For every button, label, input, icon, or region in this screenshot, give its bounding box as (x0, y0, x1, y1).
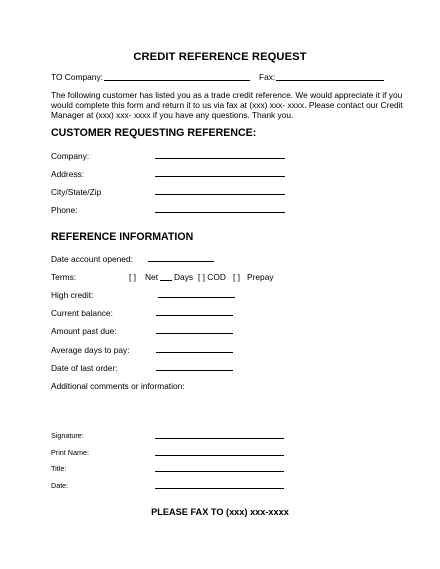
print-name-label: Print Name: (51, 448, 89, 457)
reference-section-heading: REFERENCE INFORMATION (51, 231, 194, 243)
current-balance-field[interactable] (156, 315, 233, 316)
current-balance-label: Current balance: (51, 308, 113, 318)
terms-days-label: Days (174, 272, 194, 282)
company-label: Company: (51, 151, 90, 161)
terms-prepay-label: Prepay (247, 272, 274, 282)
intro-line-3: Manager at (xxx) xxx- xxxx if you have any questions. Thank you. (51, 110, 294, 120)
terms-label: Terms: (51, 272, 77, 282)
terms-net-checkbox[interactable]: [ ] (129, 272, 136, 282)
intro-line-1: The following customer has listed you as a trade credit reference. We would appreciate it if you (51, 90, 403, 100)
company-field[interactable] (155, 158, 285, 159)
date-field[interactable] (155, 488, 284, 489)
signature-label: Signature: (51, 431, 84, 440)
city-state-zip-field[interactable] (155, 194, 285, 195)
page-title: CREDIT REFERENCE REQUEST (133, 51, 307, 63)
title-field[interactable] (155, 471, 284, 472)
print-name-field[interactable] (155, 455, 284, 456)
customer-section-heading: CUSTOMER REQUESTING REFERENCE: (51, 127, 257, 139)
address-label: Address: (51, 169, 85, 179)
high-credit-field[interactable] (158, 297, 235, 298)
terms-net-days-field[interactable] (160, 280, 172, 281)
to-company-field[interactable] (104, 80, 250, 81)
title-label: Title: (51, 464, 67, 473)
average-days-field[interactable] (156, 352, 233, 353)
terms-net-label: Net (145, 272, 159, 282)
date-opened-field[interactable] (148, 261, 214, 262)
amount-past-due-label: Amount past due: (51, 326, 117, 336)
fax-field[interactable] (276, 80, 384, 81)
signature-field[interactable] (155, 438, 284, 439)
fax-footer: PLEASE FAX TO (xxx) xxx-xxxx (151, 507, 289, 517)
amount-past-due-field[interactable] (156, 333, 233, 334)
date-opened-label: Date account opened: (51, 254, 133, 264)
fax-label: Fax: (259, 72, 276, 82)
last-order-field[interactable] (156, 370, 233, 371)
average-days-label: Average days to pay: (51, 345, 130, 355)
date-label: Date: (51, 481, 69, 490)
terms-cod-option[interactable]: [ ] COD (198, 272, 226, 282)
phone-label: Phone: (51, 205, 78, 215)
last-order-label: Date of last order: (51, 363, 118, 373)
intro-line-2: would complete this form and return it to us via fax at (xxx) xxx- xxxx. Please contact our Credit (51, 100, 403, 110)
address-field[interactable] (155, 176, 285, 177)
high-credit-label: High credit: (51, 290, 94, 300)
to-company-label: TO Company: (51, 72, 103, 82)
city-state-zip-label: City/State/Zip (51, 187, 102, 197)
terms-prepay-checkbox[interactable]: [ ] (233, 272, 240, 282)
comments-label: Additional comments or information: (51, 381, 185, 391)
phone-field[interactable] (155, 212, 285, 213)
